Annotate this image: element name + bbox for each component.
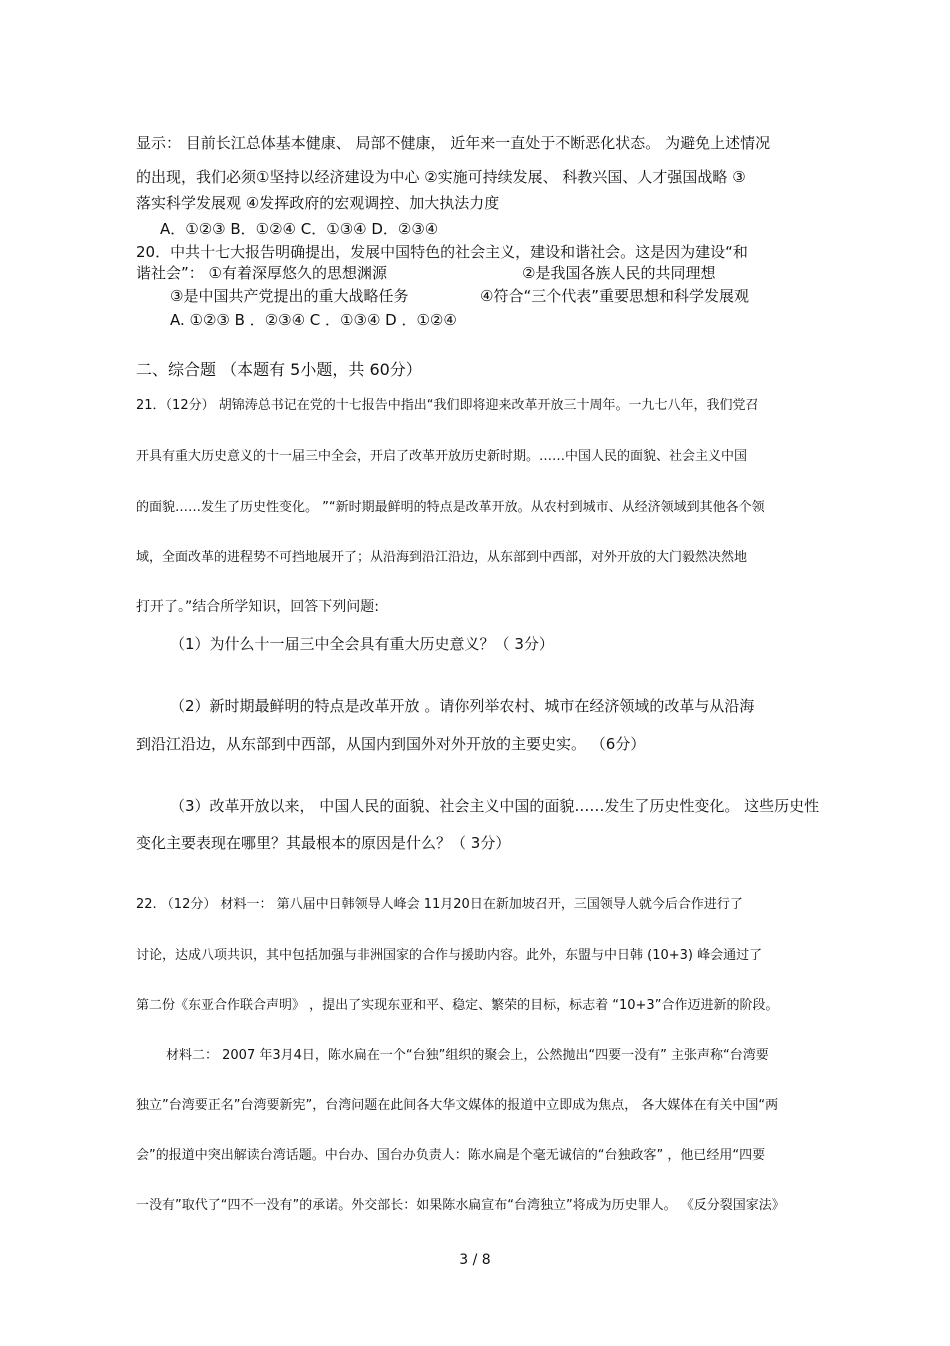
- text-line: 谐社会”： ①有着深厚悠久的思想渊源: [136, 264, 387, 282]
- text-line: 第二份《东亚合作联合声明》 ，提出了实现东亚和平、稳定、繁荣的目标，标志着 “10+3”合作迈进新的阶段。: [136, 998, 779, 1013]
- question-21-stem: 21．（12分） 胡锦涛总书记在党的十七报告中指出“我们即将迎来改革开放三十周年。一九七八年，我们党召: [136, 398, 759, 413]
- text-line: 的出现，我们必须①坚持以经济建设为中心 ②实施可持续发展、 科教兴国、人才强国战略 ③: [136, 168, 746, 186]
- option-row: A．①②③ B．①②④ C．①③④ D．②③④: [160, 220, 439, 238]
- text-line: 开具有重大历史意义的十一届三中全会，开启了改革开放历史新时期。……中国人民的面貌、社会主义中国: [136, 449, 748, 464]
- section-heading: 二、综合题 （本题有 5小题，共 60分）: [136, 360, 422, 379]
- text-line: ②是我国各族人民的共同理想: [522, 264, 716, 282]
- text-line: 打开了。”结合所学知识，回答下列问题:: [136, 599, 379, 615]
- text-line: 一没有”取代了“四不一没有”的承诺。外交部长：如果陈水扁宣布“台湾独立”将成为历史罪人。 《反分裂国家法》: [136, 1198, 785, 1213]
- text-line: 显示： 目前长江总体基本健康、 局部不健康， 近年来一直处于不断恶化状态。 为避免上述情况: [136, 134, 771, 152]
- text-line: 域，全面改革的进程势不可挡地展开了；从沿海到沿江沿边，从东部到中西部，对外开放的大门毅然决然地: [136, 550, 748, 565]
- sub-question-1: （1）为什么十一届三中全会具有重大历史意义？（ 3分）: [170, 635, 554, 653]
- text-line: 讨论，达成八项共识，其中包括加强与非洲国家的合作与援助内容。此外，东盟与中日韩 (10+3) 峰会通过了: [136, 948, 763, 963]
- text-line: 的面貌……发生了历史性变化。 ”“新时期最鲜明的特点是改革开放。从农村到城市、从经济领域到其他各个领: [136, 500, 765, 515]
- text-line: ④符合“三个代表”重要思想和科学发展观: [480, 287, 749, 305]
- page-number: 3 / 8: [459, 1252, 491, 1268]
- sub-question-2: （2）新时期最鲜明的特点是改革开放 。请你列举农村、城市在经济领域的改革与从沿海: [170, 697, 755, 715]
- sub-question-3: （3）改革开放以来， 中国人民的面貌、社会主义中国的面貌……发生了历史性变化。 这些历史性: [170, 797, 820, 815]
- text-line: 到沿江沿边，从东部到中西部，从国内到国外对外开放的主要史实。 （6分）: [136, 735, 646, 753]
- text-line: 变化主要表现在哪里？其最根本的原因是什么？（ 3分）: [136, 834, 511, 852]
- question-20-stem: 20．中共十七大报告明确提出，发展中国特色的社会主义，建设和谐社会。这是因为建设“和: [136, 243, 748, 261]
- text-line: 落实科学发展观 ④发挥政府的宏观调控、加大执法力度: [136, 194, 500, 212]
- text-line: ③是中国共产党提出的重大战略任务: [170, 287, 409, 305]
- question-22-stem: 22. （12分） 材料一： 第八届中日韩领导人峰会 11月20日在新加坡召开，三国领导人就今后合作进行了: [136, 897, 743, 912]
- text-line: 会”的报道中突出解读台湾话题。中台办、国台办负责人：陈水扁是个毫无诚信的“台独政客” ，他已经用“四要: [136, 1148, 766, 1163]
- option-row: A. ①②③ B ．②③④ C ．①③④ D ．①②④: [170, 311, 457, 329]
- material-2: 材料二： 2007 年3月4日，陈水扁在一个“台独”组织的聚会上，公然抛出“四要一没有” 主张声称“台湾要: [166, 1048, 769, 1063]
- text-line: 独立”台湾要正名”台湾要新宪”，台湾问题在此间各大华文媒体的报道中立即成为焦点， 各大媒体在有关中国“两: [136, 1098, 779, 1113]
